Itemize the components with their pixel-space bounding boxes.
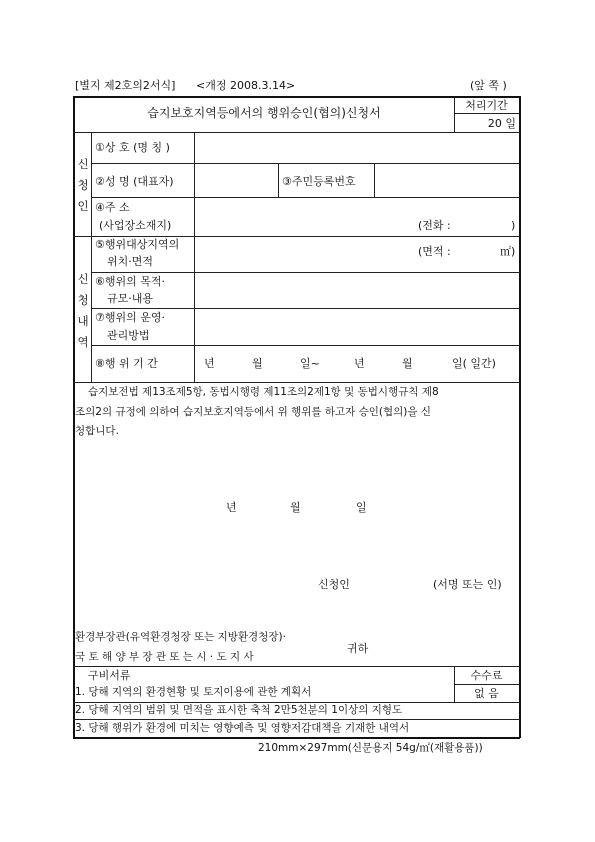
phone-field[interactable] <box>460 215 508 233</box>
address-label: ④주 소 <box>95 201 130 214</box>
company-name-field[interactable] <box>196 134 518 162</box>
required-documents-header: 구비서류 <box>88 669 131 682</box>
application-year: 년 <box>226 501 237 514</box>
period-end-day: 일( 일간) <box>452 357 496 370</box>
resident-number-field[interactable] <box>376 165 518 196</box>
declaration-line-1: 습지보전법 제13조제5항, 동법시행령 제11조의2제1항 및 동법시행규칙 제8 <box>88 386 439 398</box>
application-day: 일 <box>356 501 367 514</box>
fee-label: 수수료 <box>470 669 503 682</box>
phone-label: (전화 : <box>418 219 451 232</box>
applicant-section-label: 신 청 인 <box>77 157 89 213</box>
operation-field[interactable] <box>196 310 518 344</box>
recipient-line-1: 환경부장관(유역환경청장 또는 지방환경청장)· <box>75 631 286 643</box>
recipient-suffix: 귀하 <box>347 642 369 655</box>
location-field[interactable] <box>196 238 408 271</box>
company-name-label: ①상 호 (명 칭 ) <box>95 141 170 154</box>
period-end-year: 년 <box>354 357 365 370</box>
phone-close: ) <box>511 219 516 232</box>
purpose-label-2: 규모·내용 <box>107 292 154 305</box>
fee-value: 없 음 <box>474 687 499 700</box>
processing-period-label: 처리기간 <box>465 99 508 112</box>
application-month: 월 <box>290 501 301 514</box>
purpose-field[interactable] <box>196 274 518 307</box>
business-location-label: (사업장소재지) <box>99 219 172 232</box>
resident-number-label: ③주민등록번호 <box>282 175 356 188</box>
required-document-2: 2. 당해 지역의 범위 및 면적을 표시한 축척 2만5천분의 1이상의 지형도 <box>75 704 403 716</box>
purpose-label: ⑥행위의 목적· <box>95 275 165 288</box>
signature-note: (서명 또는 인) <box>433 578 502 591</box>
required-document-1: 1. 당해 지역의 환경현황 및 토지이용에 관한 계획서 <box>75 686 312 698</box>
form-title: 습지보호지역등에서의 행위승인(협의)신청서 <box>147 106 381 120</box>
form-id: [별지 제2호의2서식] <box>75 79 176 92</box>
revision-note: <개정 2008.3.14> <box>196 79 296 92</box>
address-field[interactable] <box>196 199 411 235</box>
activity-period-label: ⑧행 위 기 간 <box>95 357 158 370</box>
area-unit: ㎡) <box>500 245 516 258</box>
operation-label-2: 관리방법 <box>107 329 150 342</box>
paper-spec: 210mm×297mm(신문용지 54g/㎡(재활용품)) <box>258 742 483 754</box>
location-area-label-2: 위치·면적 <box>107 255 154 268</box>
declaration-line-2: 조의2의 규정에 의하여 습지보호지역등에서 위 행위를 하고자 승인(협의)을 신 <box>75 406 432 418</box>
period-end-month: 월 <box>402 357 413 370</box>
area-field[interactable] <box>458 240 498 260</box>
period-start-year: 년 <box>204 357 215 370</box>
representative-name-field[interactable] <box>196 165 277 196</box>
applicant-signature-field[interactable] <box>360 572 426 592</box>
applicant-signature-label: 신청인 <box>318 578 350 591</box>
declaration-line-3: 청합니다. <box>75 425 119 437</box>
page-side: (앞 쪽 ) <box>470 79 507 92</box>
representative-name-label: ②성 명 (대표자) <box>95 175 174 188</box>
processing-period-value: 20 일 <box>487 117 516 130</box>
details-section-label: 신 청 내 역 <box>77 272 89 349</box>
area-label: (면적 : <box>418 245 451 258</box>
period-start-day: 일~ <box>300 357 320 370</box>
recipient-line-2: 국 토 해 양 부 장 관 또 는 시 · 도 지 사 <box>75 651 254 663</box>
location-area-label: ⑤행위대상지역의 <box>95 238 180 251</box>
required-document-3: 3. 당해 행위가 환경에 미치는 영향예측 및 영향저감대책을 기재한 내역서 <box>75 722 410 734</box>
period-start-month: 월 <box>252 357 263 370</box>
operation-label: ⑦행위의 운영· <box>95 311 165 324</box>
